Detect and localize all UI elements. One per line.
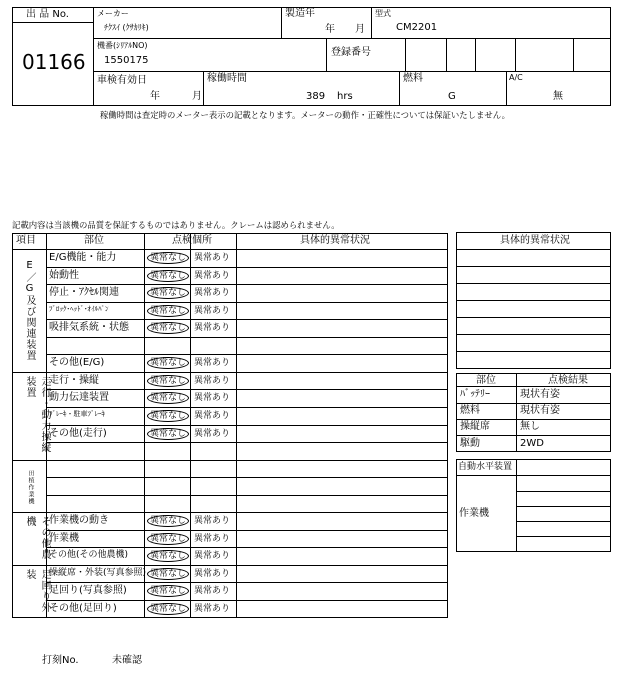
normal-option: 異常なし [150, 288, 187, 299]
result-row-value: 無し [520, 421, 540, 432]
row-divider [46, 302, 448, 303]
row-divider [46, 267, 448, 268]
group-label: 走行・動力操縦装置 [24, 375, 50, 453]
normal-option: 異常なし [150, 533, 187, 544]
ac-value: 無 [553, 91, 563, 102]
header-divider [12, 249, 448, 250]
part-label: ﾌﾞﾚｰｷ・駐車ﾌﾞﾚｰｷ [49, 409, 105, 418]
abnormal-option: 異常あり [194, 410, 231, 421]
normal-option: 異常なし [150, 270, 187, 281]
part-label: 停止・ｱｸｾﾙ関連 [49, 287, 119, 299]
part-label: 操縦席・外装(写真参照) [49, 567, 147, 578]
ac-label: A/C [509, 73, 523, 82]
inspection-year-unit: 年 [150, 91, 160, 102]
row-divider [46, 530, 448, 531]
result-row-part: 燃料 [460, 405, 480, 416]
part-label: 始動性 [49, 269, 79, 281]
group-divider [12, 565, 448, 566]
result-row-part: ﾊﾞｯﾃﾘｰ [460, 389, 490, 400]
normal-option: 異常なし [150, 305, 187, 316]
abnormal-option: 異常あり [194, 358, 231, 369]
serial-value: 1550175 [104, 55, 149, 66]
group-divider [12, 512, 448, 513]
normal-option: 異常なし [150, 323, 187, 334]
row-divider [46, 284, 448, 285]
lot-number: 01166 [22, 50, 86, 74]
row-divider [46, 425, 448, 426]
part-label: 動力伝達装置 [49, 392, 109, 404]
serial-label: 機番(ｼﾘｱﾙNO) [97, 41, 148, 50]
abnormal-option: 異常あり [194, 568, 231, 579]
abnormal-option: 異常あり [194, 551, 231, 562]
abnormal-option: 異常あり [194, 428, 231, 439]
row-divider [46, 389, 448, 390]
normal-option: 異常なし [150, 358, 187, 369]
hours-label: 稼働時間 [207, 73, 247, 84]
hours-note: 稼働時間は査定時のメーター表示の記載となります。メーターの動作・正確性については保証いたしません。 [100, 110, 511, 120]
column-header: 具体的異常状況 [300, 235, 370, 246]
result-row-value: 現状有姿 [520, 389, 560, 400]
hours-value: 389 [306, 91, 326, 102]
part-label: その他(その他農機) [49, 550, 129, 561]
year-unit: 年 [325, 24, 335, 35]
row-divider [46, 547, 448, 548]
abnormal-option: 異常あり [194, 305, 231, 316]
model-value: CM2201 [396, 22, 438, 33]
abnormal-option: 異常あり [194, 375, 231, 386]
row-divider [46, 442, 448, 443]
quality-note: 記載内容は当該機の品質を保証するものではありません。クレームは認められません。 [12, 220, 340, 230]
result-row-part: 駆動 [460, 438, 480, 449]
group-label: E／G及び関連装置 [24, 259, 35, 361]
result-row-part: 操縦席 [460, 421, 490, 432]
lot-label: 出 品 No. [26, 9, 69, 20]
fuel-value: G [448, 91, 456, 102]
group-label: その他農機 [24, 516, 50, 561]
hours-unit: hrs [337, 91, 353, 102]
row-divider [46, 477, 448, 478]
month-unit: 月 [355, 24, 365, 35]
side-detail-header: 具体的異常状況 [500, 235, 570, 246]
abnormal-option: 異常あり [194, 516, 231, 527]
stamp-value: 未確認 [112, 655, 142, 666]
normal-option: 異常なし [150, 604, 187, 614]
abnormal-option: 異常あり [194, 604, 231, 614]
abnormal-option: 異常あり [194, 288, 231, 299]
normal-option: 異常なし [150, 410, 187, 421]
maker-value: ﾁｸｽｲ (ｸｻｶﾘｷ) [104, 23, 149, 32]
result-col-part: 部位 [476, 375, 496, 386]
stamp-label: 打刻No. [42, 655, 79, 666]
row-divider [46, 495, 448, 496]
implement-label: 作業機 [459, 508, 489, 519]
column-header: 点検個所 [172, 235, 212, 246]
row-divider [46, 582, 448, 583]
fuel-label: 燃料 [403, 73, 423, 84]
maker-label: メーカー [97, 9, 129, 18]
normal-option: 異常なし [150, 568, 187, 579]
year-label: 製造年 [285, 8, 315, 19]
abnormal-option: 異常あり [194, 253, 231, 263]
model-label: 型式 [375, 9, 391, 18]
inspection-month-unit: 月 [192, 91, 202, 102]
abnormal-option: 異常あり [194, 586, 231, 597]
group-label: 足回り外装 [24, 568, 50, 613]
normal-option: 異常なし [150, 516, 187, 527]
group-label: 田植作業機 [27, 470, 34, 506]
registration-label: 登録番号 [331, 47, 371, 58]
group-divider [12, 460, 448, 461]
normal-option: 異常なし [150, 393, 187, 404]
column-header: 部位 [84, 235, 104, 246]
normal-option: 異常なし [150, 586, 187, 597]
part-label: その他(E/G) [49, 357, 105, 369]
row-divider [46, 319, 448, 320]
part-label: その他(足回り) [49, 603, 117, 614]
part-label: E/G機能・能力 [49, 252, 117, 263]
part-label: その他(走行) [49, 427, 107, 439]
abnormal-option: 異常あり [194, 393, 231, 404]
result-col-result: 点検結果 [548, 375, 588, 386]
part-label: 吸排気系統・状態 [49, 322, 129, 334]
inspection-label: 車検有効日 [97, 75, 147, 86]
abnormal-option: 異常あり [194, 323, 231, 334]
column-header: 項目 [16, 235, 36, 246]
row-divider [46, 600, 448, 601]
row-divider [46, 354, 448, 355]
result-row-value: 2WD [520, 438, 544, 449]
part-label: ﾌﾞﾛｯｸ･ﾍｯﾄﾞ･ｵｲﾙﾊﾟﾝ [49, 304, 109, 313]
row-divider [46, 407, 448, 408]
normal-option: 異常なし [150, 253, 187, 263]
result-row-value: 現状有姿 [520, 405, 560, 416]
part-label: 走行・操縦 [49, 374, 99, 386]
part-label: 作業機 [49, 532, 79, 544]
normal-option: 異常なし [150, 551, 187, 562]
part-label: 足回り(写真参照) [49, 585, 127, 597]
auto-level-label: 自動水平装置 [458, 462, 513, 472]
group-divider [12, 372, 448, 373]
abnormal-option: 異常あり [194, 533, 231, 544]
row-divider [46, 337, 448, 338]
normal-option: 異常なし [150, 428, 187, 439]
normal-option: 異常なし [150, 375, 187, 386]
part-label: 作業機の動き [49, 515, 109, 527]
abnormal-option: 異常あり [194, 270, 231, 281]
